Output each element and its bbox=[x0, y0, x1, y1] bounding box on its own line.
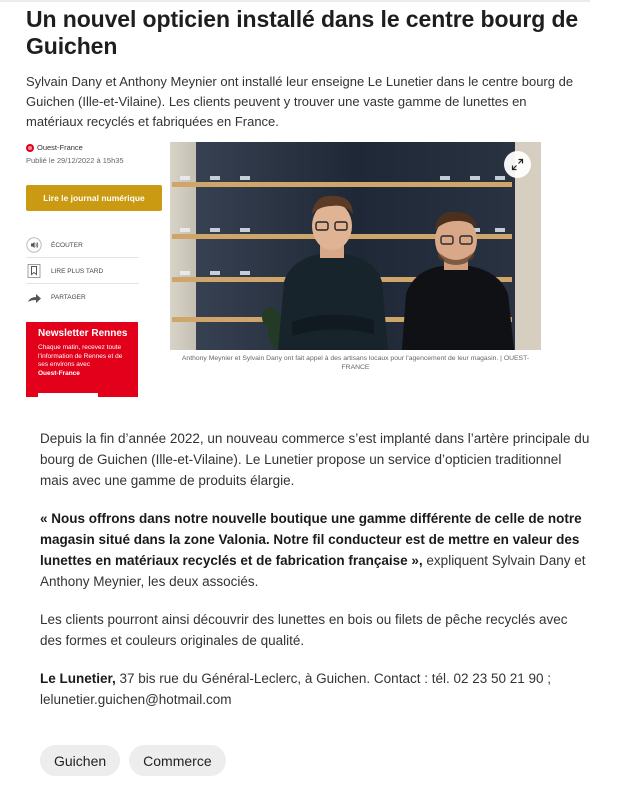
body-paragraph-1: Depuis la fin d’année 2022, un nouveau commerce s’est implanté dans l’artère principale du bourg de Guichen (Ille-et-Vilaine). Le Lunetier propose un service d’opticien traditionnel mais avec une gamme de produits élargie. bbox=[40, 431, 590, 488]
photo-caption: Anthony Meynier et Sylvain Dany ont fait appel à des artisans locaux pour l'agencement de leur magasin. | OUEST-FRANCE bbox=[181, 355, 530, 371]
shop-photo-illustration bbox=[170, 142, 541, 350]
ouest-france-logo-icon bbox=[26, 144, 34, 152]
speaker-icon bbox=[26, 237, 42, 253]
listen-button[interactable] bbox=[26, 233, 139, 258]
newsletter-promo[interactable] bbox=[26, 322, 138, 397]
shop-contact: 37 bis rue du Général-Leclerc, à Guichen. Contact : tél. 02 23 50 21 90 ; lelunetier.guichen@hotmail.com bbox=[40, 671, 552, 707]
article-photo[interactable] bbox=[170, 142, 541, 350]
top-divider bbox=[0, 0, 590, 2]
body-paragraph-3: Les clients pourront ainsi découvrir des lunettes en bois ou filets de pêche recyclés avec des formes et couleurs originales de qualité. bbox=[40, 612, 568, 648]
newsletter-description: Chaque matin, recevez toute l'information de Rennes et de ses environs avec bbox=[38, 344, 123, 368]
tag-commerce[interactable]: Commerce bbox=[129, 745, 225, 776]
share-label: PARTAGER bbox=[51, 294, 86, 301]
source-line bbox=[26, 143, 83, 152]
shop-name: Le Lunetier, bbox=[40, 671, 116, 686]
newsletter-text bbox=[38, 344, 130, 378]
tag-list bbox=[40, 745, 226, 776]
read-journal-button[interactable]: Lire le journal numérique bbox=[26, 185, 162, 211]
listen-label: ÉCOUTER bbox=[51, 241, 83, 249]
newsletter-brand: Ouest-France bbox=[38, 369, 80, 377]
newsletter-title: Newsletter Rennes bbox=[38, 328, 128, 339]
contact-paragraph bbox=[40, 668, 590, 710]
expand-photo-button[interactable] bbox=[504, 151, 531, 178]
read-later-button[interactable] bbox=[26, 259, 139, 284]
expand-icon bbox=[511, 158, 524, 171]
quote-attribution: expliquent Sylvain Dany et Anthony Meynier, les deux associés. bbox=[40, 553, 586, 589]
read-later-label: LIRE PLUS TARD bbox=[51, 267, 104, 275]
article-title: Un nouvel opticien installé dans le centre bourg de Guichen bbox=[26, 6, 579, 59]
article-lead: Sylvain Dany et Anthony Meynier ont installé leur enseigne Le Lunetier dans le centre bourg de Guichen (Ille-et-Vilaine). Les clients peuvent y trouver une vaste gamme de lunettes en matériaux recyclés et fabriquées en France. bbox=[26, 74, 574, 129]
bookmark-icon bbox=[26, 263, 42, 279]
share-button[interactable] bbox=[26, 285, 139, 310]
tag-guichen[interactable]: Guichen bbox=[40, 745, 120, 776]
share-icon bbox=[26, 290, 42, 306]
quote-text: « Nous offrons dans notre nouvelle boutique une gamme différente de celle de notre magasin situé dans la zone Valonia. Notre fil conducteur est de mettre en valeur des lunettes en matériaux recyclés et de fabrication française », bbox=[40, 511, 582, 568]
body-paragraph-2 bbox=[40, 508, 590, 592]
newsletter-input-edge[interactable] bbox=[38, 393, 98, 397]
source-link[interactable]: Ouest-France bbox=[37, 143, 83, 152]
publish-date: Publié le 29/12/2022 à 15h35 bbox=[26, 156, 124, 165]
